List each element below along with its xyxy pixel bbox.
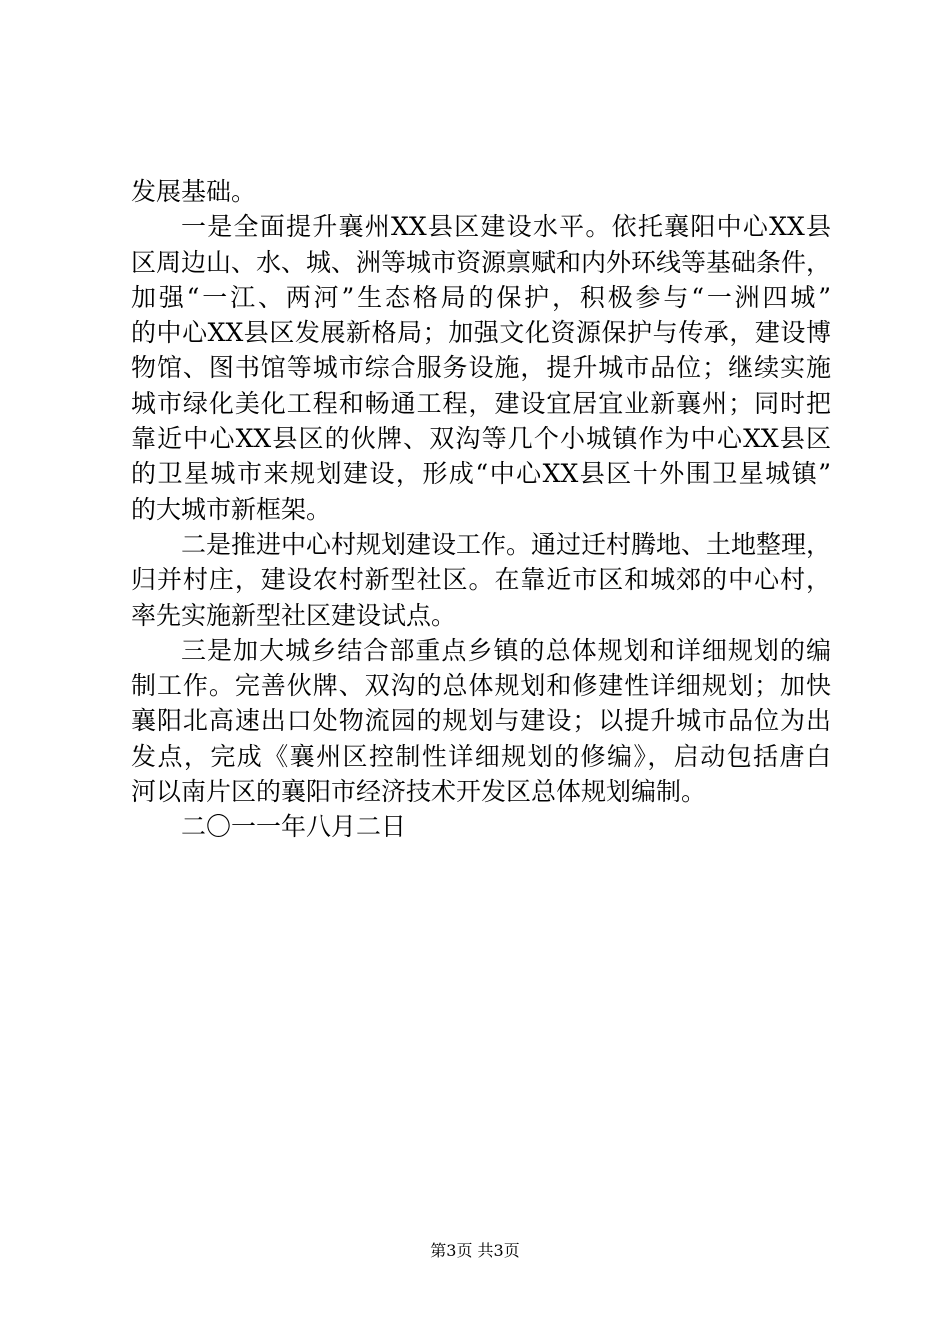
text-line: 的卫星城市来规划建设，形成“中心XX县区十外围卫星城镇” xyxy=(131,459,831,489)
text-line: 制工作。完善伙牌、双沟的总体规划和修建性详细规划；加快 xyxy=(131,671,831,701)
text-line: 二〇一一年八月二日 xyxy=(181,812,407,842)
text-line: 三是加大城乡结合部重点乡镇的总体规划和详细规划的编 xyxy=(181,635,831,665)
text-line: 物馆、图书馆等城市综合服务设施，提升城市品位；继续实施 xyxy=(131,353,831,383)
page-footer: 第3页 共3页 xyxy=(430,1241,520,1260)
text-line: 的大城市新框架。 xyxy=(131,494,332,524)
document-body xyxy=(131,174,831,845)
text-line: 发展基础。 xyxy=(131,177,257,206)
text-line: 归并村庄，建设农村新型社区。在靠近市区和城郊的中心村， xyxy=(131,565,831,595)
text-line: 城市绿化美化工程和畅通工程，建设宜居宜业新襄州；同时把 xyxy=(131,388,831,418)
text-line: 一是全面提升襄州XX县区建设水平。依托襄阳中心XX县 xyxy=(181,212,831,242)
text-line: 的中心XX县区发展新格局；加强文化资源保护与传承，建设博 xyxy=(131,318,831,348)
text-line: 加强“一江、两河”生态格局的保护，积极参与“一洲四城” xyxy=(131,282,831,312)
text-line: 靠近中心XX县区的伙牌、双沟等几个小城镇作为中心XX县区 xyxy=(131,424,831,454)
text-line: 二是推进中心村规划建设工作。通过迁村腾地、土地整理， xyxy=(181,529,832,559)
text-line: 区周边山、水、城、洲等城市资源禀赋和内外环线等基础条件， xyxy=(131,247,832,277)
text-line: 襄阳北高速出口处物流园的规划与建设；以提升城市品位为出 xyxy=(131,706,831,736)
text-line: 河以南片区的襄阳市经济技术开发区总体规划编制。 xyxy=(131,777,707,807)
text-line: 率先实施新型社区建设试点。 xyxy=(131,600,457,630)
text-line: 发点，完成《襄州区控制性详细规划的修编》，启动包括唐白 xyxy=(131,741,831,771)
